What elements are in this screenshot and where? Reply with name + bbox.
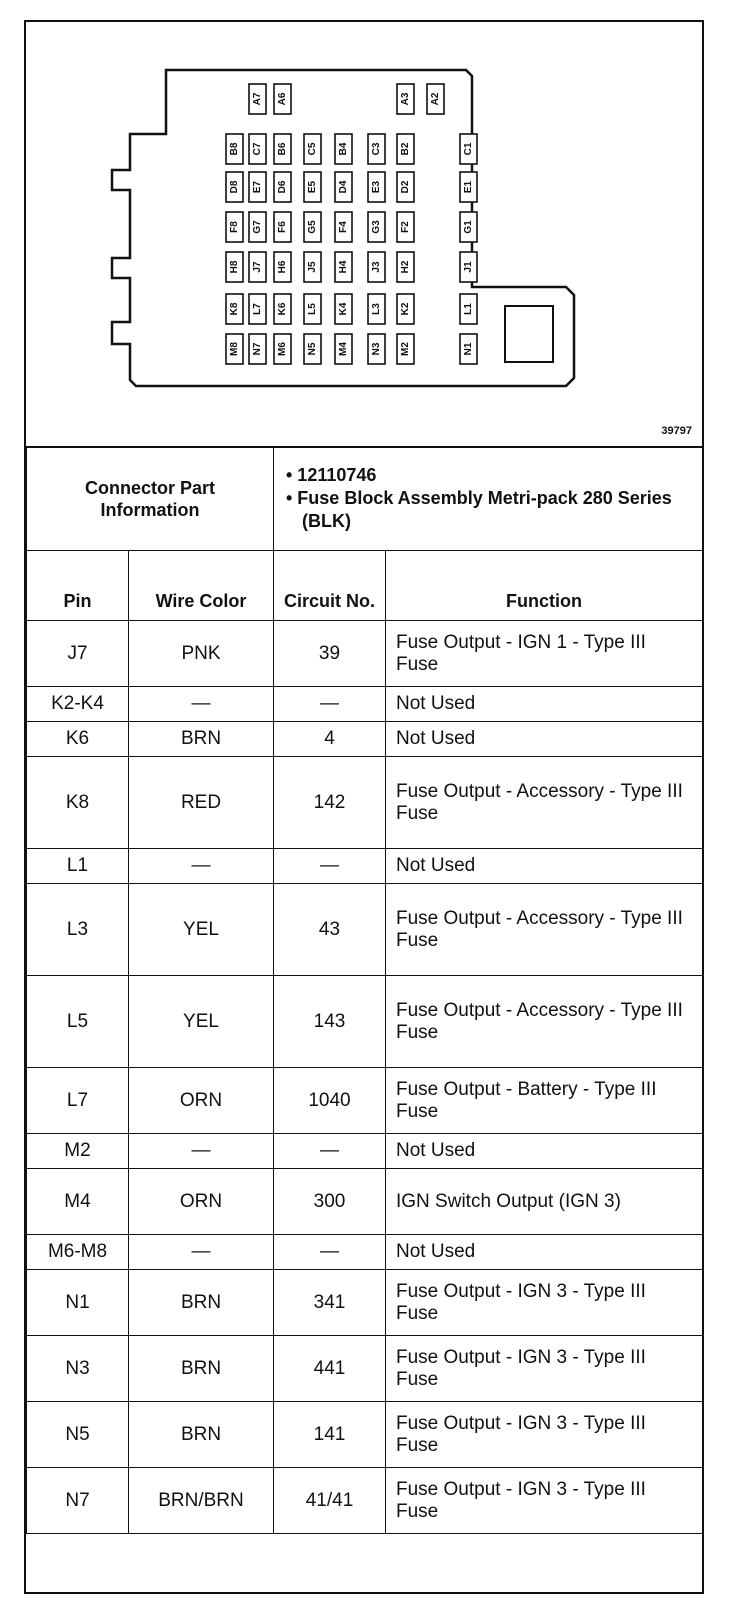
header-pin: Pin: [27, 551, 129, 621]
pin-cell: L1: [27, 849, 129, 884]
pin-cavity-n5: [304, 334, 321, 364]
circuit-cell: 300: [274, 1169, 386, 1235]
pin-cavity-l5: [304, 294, 321, 324]
pin-label: C5: [307, 142, 318, 156]
pin-label: F8: [229, 221, 240, 233]
pin-label: F2: [400, 221, 411, 233]
pin-label: B2: [400, 142, 411, 156]
pin-label: M8: [229, 342, 240, 356]
pin-label: D4: [338, 180, 349, 194]
pin-label: K2: [400, 302, 411, 316]
pin-label: K6: [277, 302, 288, 316]
pin-label: F4: [338, 221, 349, 233]
pin-cavity-e5: [304, 172, 321, 202]
pin-label: B8: [229, 142, 240, 156]
pin-cavity-k8: [226, 294, 243, 324]
header-function: Function: [386, 551, 703, 621]
circuit-cell: 142: [274, 757, 386, 849]
pin-cavity-k6: [274, 294, 291, 324]
pin-label: E1: [463, 180, 474, 194]
pin-cavity-j7: [249, 252, 266, 282]
pin-cell: M4: [27, 1169, 129, 1235]
pin-label: M6: [277, 342, 288, 356]
pin-cell: L5: [27, 976, 129, 1068]
pin-label: N3: [371, 342, 382, 356]
pin-label: J3: [371, 261, 382, 273]
pin-cavities: [226, 84, 477, 364]
wire-color-cell: BRN: [129, 722, 274, 757]
pin-cavity-c3: [368, 134, 385, 164]
pin-label: K4: [338, 302, 349, 316]
wire-color-cell: BRN/BRN: [129, 1468, 274, 1534]
pin-label: C3: [371, 142, 382, 156]
circuit-cell: 143: [274, 976, 386, 1068]
function-cell: Not Used: [386, 722, 703, 757]
pin-cavity-e3: [368, 172, 385, 202]
wire-color-cell: PNK: [129, 621, 274, 687]
header-circuit: Circuit No.: [274, 551, 386, 621]
function-cell: IGN Switch Output (IGN 3): [386, 1169, 703, 1235]
pin-cavity-f4: [335, 212, 352, 242]
pin-cavity-f2: [397, 212, 414, 242]
table-row: [27, 1169, 703, 1235]
pin-cavity-l1: [460, 294, 477, 324]
pin-cavity-a6: [274, 84, 291, 114]
pin-cavity-l3: [368, 294, 385, 324]
circuit-cell: —: [274, 687, 386, 722]
pin-label: G1: [463, 220, 474, 234]
circuit-cell: 141: [274, 1402, 386, 1468]
pin-cell: N1: [27, 1270, 129, 1336]
wire-color-cell: BRN: [129, 1270, 274, 1336]
pin-cell: L3: [27, 884, 129, 976]
wire-color-cell: BRN: [129, 1402, 274, 1468]
pin-cavity-n7: [249, 334, 266, 364]
pin-label: F6: [277, 221, 288, 233]
wire-color-cell: —: [129, 849, 274, 884]
relay-socket: [505, 306, 553, 362]
fuse-block-face-view: [26, 22, 702, 446]
circuit-cell: —: [274, 1235, 386, 1270]
pin-label: E3: [371, 180, 382, 194]
table-row: [27, 1235, 703, 1270]
pin-cavity-g7: [249, 212, 266, 242]
circuit-cell: 341: [274, 1270, 386, 1336]
circuit-cell: 43: [274, 884, 386, 976]
pin-cavity-a7: [249, 84, 266, 114]
pin-cell: N5: [27, 1402, 129, 1468]
table-row: [27, 1134, 703, 1169]
wire-color-cell: YEL: [129, 976, 274, 1068]
pin-label: M2: [400, 342, 411, 356]
pin-label: D8: [229, 180, 240, 194]
connector-info-list: [274, 447, 703, 551]
pin-cavity-h2: [397, 252, 414, 282]
circuit-cell: —: [274, 1134, 386, 1169]
pin-label: H2: [400, 260, 411, 274]
pin-label: A2: [430, 92, 441, 106]
pin-cavity-l7: [249, 294, 266, 324]
pin-cavity-n3: [368, 334, 385, 364]
circuit-cell: 441: [274, 1336, 386, 1402]
function-cell: Fuse Output - IGN 3 - Type III Fuse: [386, 1468, 703, 1534]
pin-label: L1: [463, 303, 474, 315]
function-cell: Fuse Output - IGN 1 - Type III Fuse: [386, 621, 703, 687]
pin-cavity-h6: [274, 252, 291, 282]
wire-color-cell: —: [129, 687, 274, 722]
connector-diagram: [26, 22, 702, 448]
table-row: [27, 1336, 703, 1402]
pin-cavity-e1: [460, 172, 477, 202]
pin-cell: L7: [27, 1068, 129, 1134]
pin-cavity-c7: [249, 134, 266, 164]
table-row: [27, 757, 703, 849]
function-cell: Not Used: [386, 1134, 703, 1169]
pin-label: L5: [307, 303, 318, 315]
connector-info-label-line1: Connector Part: [84, 477, 216, 498]
pin-label: L7: [252, 303, 263, 315]
table-row: [27, 1270, 703, 1336]
pin-cell: K2-K4: [27, 687, 129, 722]
pin-cavity-a3: [397, 84, 414, 114]
pin-cavity-a2: [427, 84, 444, 114]
connector-part-number: • 12110746: [286, 465, 377, 485]
pin-cavity-g5: [304, 212, 321, 242]
table-row: [27, 621, 703, 687]
pin-cavity-g3: [368, 212, 385, 242]
circuit-cell: —: [274, 849, 386, 884]
connector-description: • Fuse Block Assembly Metri-pack 280 Series (BLK): [286, 488, 672, 531]
pin-cavity-d6: [274, 172, 291, 202]
wire-color-cell: —: [129, 1235, 274, 1270]
pin-cell: K8: [27, 757, 129, 849]
circuit-cell: 39: [274, 621, 386, 687]
pin-label: J1: [463, 261, 474, 273]
pin-label: K8: [229, 302, 240, 316]
pin-label: B6: [277, 142, 288, 156]
table-row: [27, 722, 703, 757]
pin-label: N7: [252, 342, 263, 356]
pin-label: E5: [307, 180, 318, 194]
pin-cavity-j1: [460, 252, 477, 282]
pin-label: J7: [252, 261, 263, 273]
table-row: [27, 1068, 703, 1134]
pin-cavity-j3: [368, 252, 385, 282]
pin-label: H8: [229, 260, 240, 274]
pin-cavity-c1: [460, 134, 477, 164]
pin-label: H4: [338, 260, 349, 274]
pin-label: A6: [277, 92, 288, 106]
pin-cavity-m6: [274, 334, 291, 364]
pin-label: C7: [252, 142, 263, 156]
pin-cavity-m4: [335, 334, 352, 364]
pin-cavity-h8: [226, 252, 243, 282]
connector-info-row: [27, 447, 703, 551]
pin-label: C1: [463, 142, 474, 156]
pin-cavity-b4: [335, 134, 352, 164]
pin-cavity-m2: [397, 334, 414, 364]
pin-cavity-c5: [304, 134, 321, 164]
pin-label: N5: [307, 342, 318, 356]
function-cell: Fuse Output - Accessory - Type III Fuse: [386, 884, 703, 976]
pin-label: B4: [338, 142, 349, 156]
pin-label: E7: [252, 180, 263, 194]
pin-cavity-d8: [226, 172, 243, 202]
pinout-table: [26, 446, 703, 1534]
pin-cavity-d4: [335, 172, 352, 202]
pin-cavity-k4: [335, 294, 352, 324]
pin-cell: M2: [27, 1134, 129, 1169]
circuit-cell: 41/41: [274, 1468, 386, 1534]
function-cell: Fuse Output - Accessory - Type III Fuse: [386, 757, 703, 849]
pin-cavity-b8: [226, 134, 243, 164]
function-cell: Fuse Output - Battery - Type III Fuse: [386, 1068, 703, 1134]
pin-cell: M6-M8: [27, 1235, 129, 1270]
pin-label: D2: [400, 180, 411, 194]
pin-label: D6: [277, 180, 288, 194]
circuit-cell: 1040: [274, 1068, 386, 1134]
pin-cavity-k2: [397, 294, 414, 324]
connector-info-label: [27, 447, 274, 551]
pin-cavity-j5: [304, 252, 321, 282]
pin-cavity-h4: [335, 252, 352, 282]
pin-cell: K6: [27, 722, 129, 757]
pin-label: H6: [277, 260, 288, 274]
pin-label: J5: [307, 261, 318, 273]
pin-label: A3: [400, 92, 411, 106]
header-wire-color: Wire Color: [129, 551, 274, 621]
function-cell: Not Used: [386, 849, 703, 884]
wire-color-cell: ORN: [129, 1068, 274, 1134]
wire-color-cell: —: [129, 1134, 274, 1169]
document-frame: [24, 20, 704, 1594]
pin-label: G3: [371, 220, 382, 234]
pin-cell: N3: [27, 1336, 129, 1402]
pin-cavity-f8: [226, 212, 243, 242]
function-cell: Fuse Output - IGN 3 - Type III Fuse: [386, 1402, 703, 1468]
pin-label: G7: [252, 220, 263, 234]
connector-info-label-line2: Information: [100, 499, 200, 520]
pin-cavity-b2: [397, 134, 414, 164]
table-header-row: [27, 551, 703, 621]
pin-cavity-m8: [226, 334, 243, 364]
table-row: [27, 976, 703, 1068]
table-row: [27, 687, 703, 722]
function-cell: Fuse Output - IGN 3 - Type III Fuse: [386, 1336, 703, 1402]
wire-color-cell: ORN: [129, 1169, 274, 1235]
function-cell: Not Used: [386, 687, 703, 722]
table-row: [27, 849, 703, 884]
pin-cavity-d2: [397, 172, 414, 202]
pin-cell: N7: [27, 1468, 129, 1534]
pin-cavity-e7: [249, 172, 266, 202]
function-cell: Fuse Output - Accessory - Type III Fuse: [386, 976, 703, 1068]
pin-cavity-f6: [274, 212, 291, 242]
circuit-cell: 4: [274, 722, 386, 757]
wire-color-cell: BRN: [129, 1336, 274, 1402]
pin-cavity-b6: [274, 134, 291, 164]
table-row: [27, 1402, 703, 1468]
pin-label: M4: [338, 342, 349, 356]
figure-id: 39797: [661, 425, 692, 437]
function-cell: Not Used: [386, 1235, 703, 1270]
wire-color-cell: YEL: [129, 884, 274, 976]
pin-cell: J7: [27, 621, 129, 687]
table-row: [27, 884, 703, 976]
pin-label: A7: [252, 92, 263, 106]
wire-color-cell: RED: [129, 757, 274, 849]
pin-label: G5: [307, 220, 318, 234]
pin-label: L3: [371, 303, 382, 315]
table-row: [27, 1468, 703, 1534]
function-cell: Fuse Output - IGN 3 - Type III Fuse: [386, 1270, 703, 1336]
pin-cavity-g1: [460, 212, 477, 242]
pin-cavity-n1: [460, 334, 477, 364]
pin-label: N1: [463, 342, 474, 356]
